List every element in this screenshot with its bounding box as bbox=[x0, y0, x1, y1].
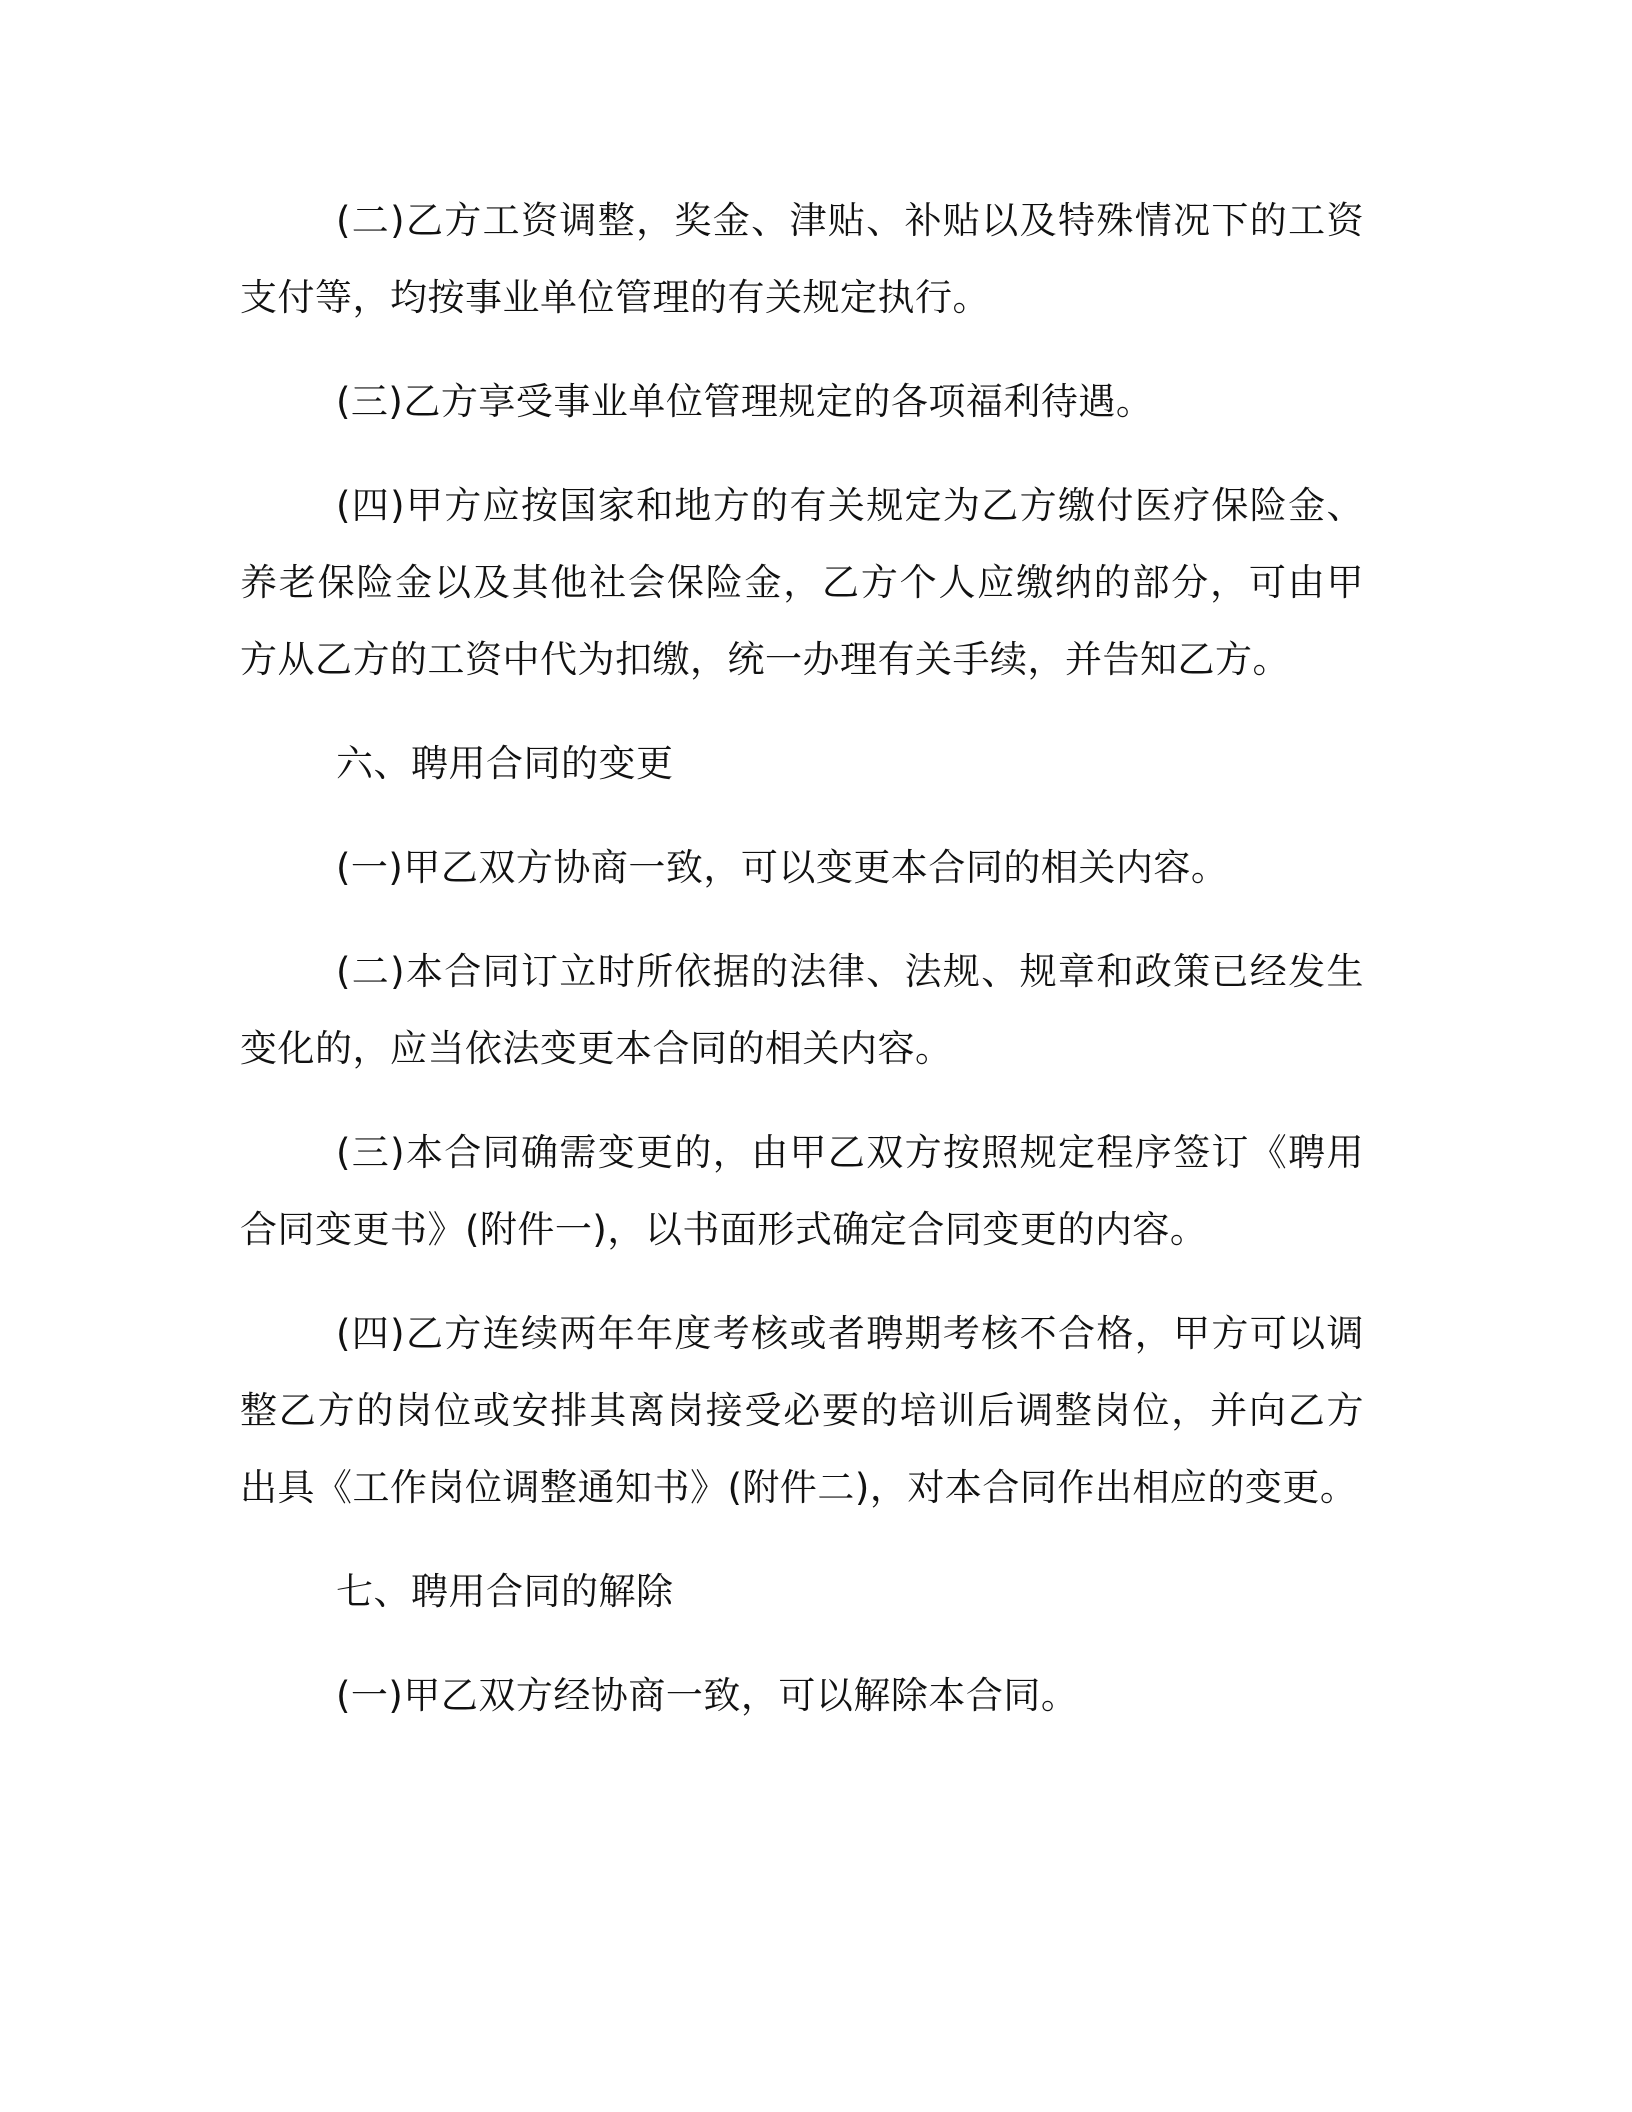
section-heading-contract-change: 六、聘用合同的变更 bbox=[336, 742, 674, 785]
paragraph-change-by-agreement: (一)甲乙双方协商一致，可以变更本合同的相关内容。 bbox=[336, 846, 1229, 889]
section-heading-contract-termination: 七、聘用合同的解除 bbox=[336, 1570, 674, 1613]
paragraph-welfare: (三)乙方享受事业单位管理规定的各项福利待遇。 bbox=[336, 380, 1154, 423]
paragraph-social-insurance: (四)甲方应按国家和地方的有关规定为乙方缴付医疗保险金、养老保险金以及其他社会保险金，乙方个人应缴纳的部分，可由甲方从乙方的工资中代为扣缴，统一办理有关手续，并告知乙方。 bbox=[240, 484, 1364, 681]
paragraph-change-by-law: (二)本合同订立时所依据的法律、法规、规章和政策已经发生变化的，应当依法变更本合同的相关内容。 bbox=[240, 950, 1364, 1070]
paragraph-position-adjustment: (四)乙方连续两年年度考核或者聘期考核不合格，甲方可以调整乙方的岗位或安排其离岗接受必要的培训后调整岗位，并向乙方出具《工作岗位调整通知书》(附件二)，对本合同作出相应的变更。 bbox=[240, 1312, 1364, 1509]
paragraph-change-procedure: (三)本合同确需变更的，由甲乙双方按照规定程序签订《聘用合同变更书》(附件一)，以书面形式确定合同变更的内容。 bbox=[240, 1131, 1364, 1251]
document-body bbox=[240, 182, 1364, 1761]
paragraph-wage-adjustment: (二)乙方工资调整，奖金、津贴、补贴以及特殊情况下的工资支付等，均按事业单位管理的有关规定执行。 bbox=[240, 199, 1364, 319]
paragraph-termination-by-agreement: (一)甲乙双方经协商一致，可以解除本合同。 bbox=[336, 1674, 1079, 1717]
